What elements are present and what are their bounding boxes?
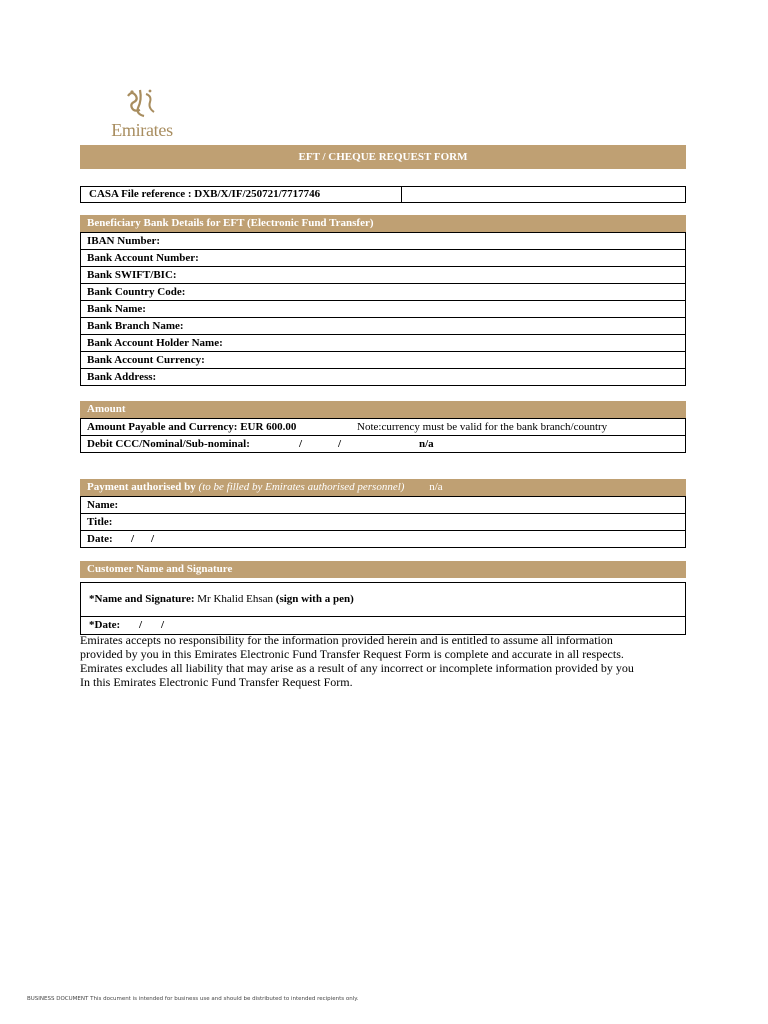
authorised-title-row: Title: [81, 513, 685, 530]
emirates-emblem-icon [122, 88, 162, 122]
disclaimer-text [80, 633, 680, 689]
customer-signature-row [81, 583, 685, 617]
debit-row [81, 435, 685, 452]
debit-separator-1: / [299, 438, 303, 450]
authorised-section-heading [80, 479, 686, 496]
customer-name-value: Mr Khalid Ehsan [197, 593, 274, 605]
authorised-table [80, 496, 686, 548]
disclaimer-line: provided by you in this Emirates Electronic Fund Transfer Request Form is complete and accurate in all respects. [80, 647, 624, 661]
customer-signature-note: (sign with a pen) [275, 593, 354, 605]
bank-account-number-row: Bank Account Number: [81, 249, 685, 266]
currency-note: Note:currency must be valid for the bank branch/country [357, 421, 608, 433]
customer-date-separator-2: / [161, 619, 165, 631]
amount-section-heading: Amount [80, 401, 686, 418]
debit-label: Debit CCC/Nominal/Sub-nominal: [87, 438, 250, 450]
emirates-logo [100, 88, 184, 144]
form-title: EFT / CHEQUE REQUEST FORM [80, 145, 686, 169]
bank-branch-name-row: Bank Branch Name: [81, 317, 685, 334]
amount-table [80, 418, 686, 453]
casa-reference-box [80, 186, 686, 203]
logo-wordmark: Emirates [111, 120, 173, 140]
authorised-heading-value: n/a [429, 481, 443, 493]
customer-date-row [81, 617, 685, 634]
bank-account-currency-row: Bank Account Currency: [81, 351, 685, 368]
bank-address-row: Bank Address: [81, 368, 685, 385]
customer-section-heading: Customer Name and Signature [80, 561, 686, 578]
authorised-name-row: Name: [81, 496, 685, 513]
authorised-heading-note: (to be filled by Emirates authorised personnel) [198, 481, 405, 493]
customer-date-label: *Date: [89, 619, 121, 631]
iban-row: IBAN Number: [81, 232, 685, 249]
bank-account-holder-row: Bank Account Holder Name: [81, 334, 685, 351]
disclaimer-line: Emirates excludes all liability that may arise as a result of any incorrect or incomplete information provided by you [80, 661, 634, 675]
bank-country-code-row: Bank Country Code: [81, 283, 685, 300]
amount-payable-label: Amount Payable and Currency: EUR 600.00 [87, 421, 297, 433]
customer-signature-table [80, 582, 686, 635]
authorised-date-row [81, 530, 685, 547]
footer-classification: BUSINESS DOCUMENT This document is intended for business use and should be distributed to intended recipients only. [27, 996, 359, 1002]
disclaimer-line: Emirates accepts no responsibility for the information provided herein and is entitled to assume all information [80, 633, 613, 647]
authorised-date-separator-2: / [151, 533, 155, 545]
disclaimer-line: In this Emirates Electronic Fund Transfer Request Form. [80, 675, 353, 689]
authorised-date-label: Date: [87, 533, 113, 545]
customer-signature-label: *Name and Signature: [89, 593, 195, 605]
bank-name-row: Bank Name: [81, 300, 685, 317]
casa-reference-label: CASA File reference : DXB/X/IF/250721/7717746 [81, 187, 402, 202]
bank-swift-row: Bank SWIFT/BIC: [81, 266, 685, 283]
authorised-heading-label: Payment authorised by [87, 481, 196, 493]
customer-date-separator-1: / [139, 619, 143, 631]
amount-payable-row [81, 418, 685, 435]
beneficiary-section-heading: Beneficiary Bank Details for EFT (Electronic Fund Transfer) [80, 215, 686, 232]
debit-separator-2: / [338, 438, 342, 450]
debit-value: n/a [419, 438, 434, 450]
authorised-date-separator-1: / [131, 533, 135, 545]
beneficiary-details-table [80, 232, 686, 386]
